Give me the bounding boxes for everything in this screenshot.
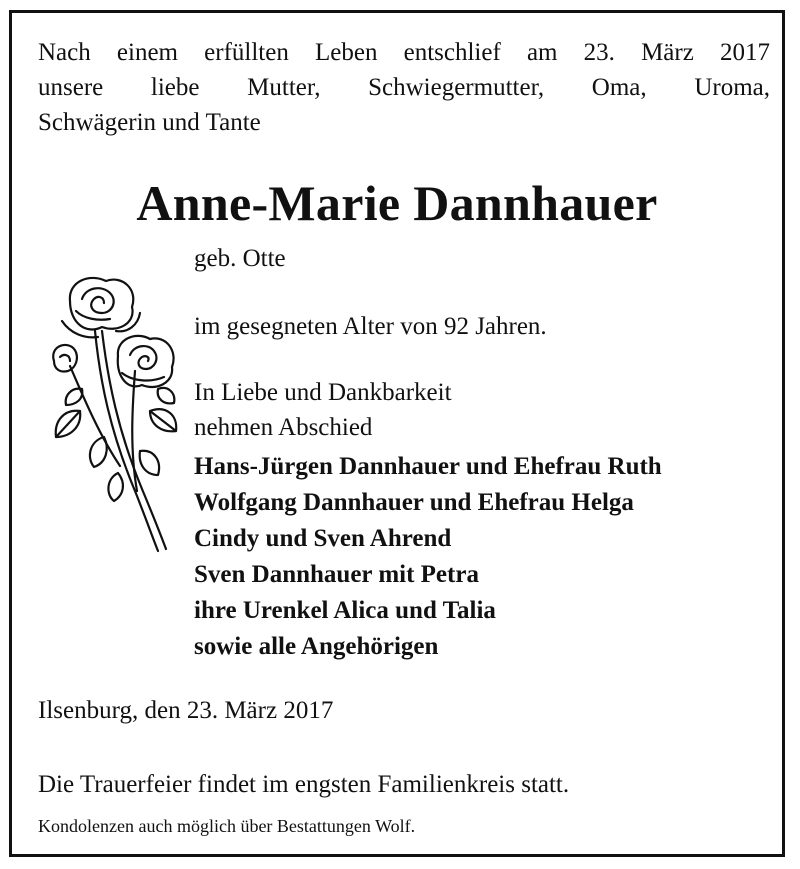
- obituary-frame: [9, 10, 785, 857]
- farewell-line-1: In Liebe und Dankbarkeit: [194, 379, 452, 406]
- condolences-note: Kondolenzen auch möglich über Bestattungen Wolf.: [38, 816, 416, 836]
- mourners-list: [194, 449, 662, 665]
- mourner-line: sowie alle Angehörigen: [194, 633, 439, 660]
- mourner-line: ihre Urenkel Alica und Talia: [194, 597, 496, 624]
- intro-line-1: Nach einem erfüllten Leben entschlief am 23. März 2017: [38, 39, 770, 66]
- mourner-line: Sven Dannhauer mit Petra: [194, 561, 479, 588]
- funeral-note: Die Trauerfeier findet im engsten Familienkreis statt.: [38, 771, 570, 798]
- farewell-text: [194, 375, 452, 445]
- age-text: im gesegneten Alter von 92 Jahren.: [194, 313, 547, 340]
- intro-line-2: unsere liebe Mutter, Schwiegermutter, Oma, Uroma,: [38, 74, 770, 101]
- mourner-line: Wolfgang Dannhauer und Ehefrau Helga: [194, 489, 634, 516]
- mourner-line: Hans-Jürgen Dannhauer und Ehefrau Ruth: [194, 453, 662, 480]
- roses-icon: [40, 261, 180, 561]
- maiden-name: geb. Otte: [194, 245, 286, 272]
- deceased-name: Anne-Marie Dannhauer: [136, 175, 658, 231]
- mourner-line: Cindy und Sven Ahrend: [194, 525, 452, 552]
- intro-text: [38, 35, 770, 140]
- place-date: Ilsenburg, den 23. März 2017: [38, 697, 334, 724]
- farewell-line-2: nehmen Abschied: [194, 414, 373, 441]
- intro-line-3: Schwägerin und Tante: [38, 109, 261, 136]
